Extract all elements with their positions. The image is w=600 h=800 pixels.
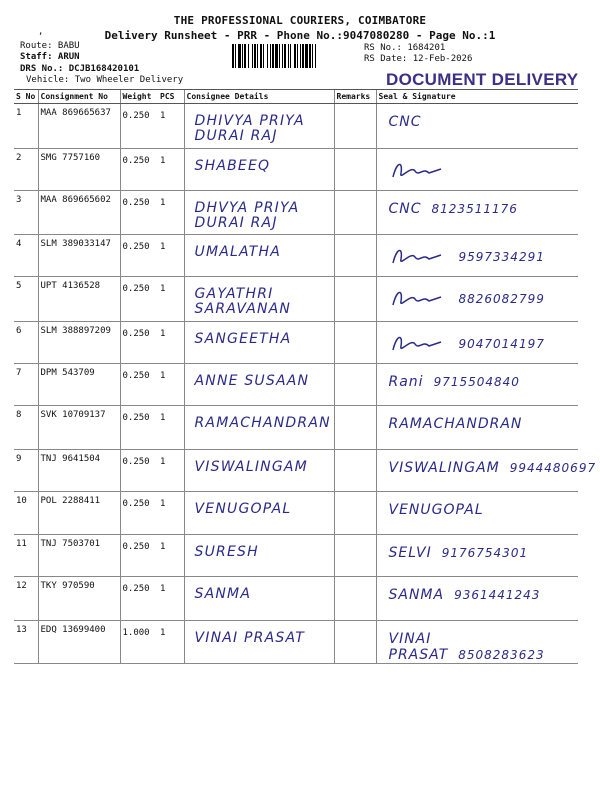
signature-text: CNC [388, 201, 422, 217]
signature-text: VENUGOPAL [388, 502, 484, 518]
weight-value: 0.250 [122, 499, 150, 509]
signature-block [379, 201, 577, 217]
col-consignee: Consignee Details [184, 90, 334, 104]
consignee-name: SANGEETHA [194, 331, 292, 347]
weight-value: 1.000 [122, 628, 150, 638]
consignment-number: MAA 869665602 [40, 195, 111, 205]
document-delivery-stamp: DOCUMENT DELIVERY [386, 70, 579, 89]
consignee-name: RAMACHANDRAN [194, 415, 331, 431]
serial-number: 6 [16, 326, 22, 336]
table-row [14, 450, 578, 492]
vehicle-label: Vehicle: Two Wheeler Delivery [26, 75, 184, 85]
serial-number: 8 [16, 410, 22, 420]
handwritten-signature [389, 336, 449, 352]
weight-value: 0.250 [122, 413, 150, 423]
receiver-phone: 9715504840 [433, 375, 520, 389]
weight-value: 0.250 [122, 156, 150, 166]
weight-value: 0.250 [122, 584, 150, 594]
col-pcs: PCS [158, 90, 184, 104]
serial-number: 7 [16, 368, 22, 378]
table-header-row [14, 90, 578, 104]
table-row [14, 235, 578, 277]
consignee-name: VENUGOPAL [194, 501, 292, 517]
serial-number: 2 [16, 153, 22, 163]
handwritten-signature [389, 249, 449, 265]
table-row [14, 149, 578, 191]
receiver-phone: 9597334291 [458, 250, 545, 264]
table-row [14, 577, 578, 621]
weight-value: 0.250 [122, 329, 150, 339]
weight-value: 0.250 [122, 284, 150, 294]
consignment-number: SVK 10709137 [40, 410, 106, 420]
col-signature: Seal & Signature [376, 90, 578, 104]
consignment-number: POL 2288411 [40, 496, 101, 506]
signature-text: VISWALINGAM [388, 460, 500, 476]
serial-number: 5 [16, 281, 22, 291]
table-row [14, 191, 578, 235]
signature-text: Rani [388, 374, 424, 390]
rs-number: RS No.: 1684201 [364, 43, 446, 53]
serial-number: 13 [16, 625, 27, 635]
signature-block [379, 460, 597, 476]
consignee-name: GAYATHRI SARAVANAN [194, 286, 292, 317]
route-label: Route: BABU [20, 41, 80, 51]
consignee-name: DHIVYA PRIYA DURAI RAJ [194, 113, 305, 144]
serial-number: 12 [16, 581, 27, 591]
pcs-value: 1 [160, 242, 166, 252]
signature-block [379, 416, 577, 432]
consignment-number: SMG 7757160 [40, 153, 101, 163]
serial-number: 9 [16, 454, 22, 464]
signature-block [379, 374, 577, 390]
consignment-number: DPM 543709 [40, 368, 95, 378]
table-row [14, 322, 578, 364]
table-row [14, 364, 578, 406]
serial-number: 4 [16, 239, 22, 249]
serial-number: 1 [16, 108, 22, 118]
consignee-name: UMALATHA [194, 244, 282, 260]
table-row [14, 621, 578, 664]
signature-block [379, 332, 577, 356]
weight-value: 0.250 [122, 242, 150, 252]
receiver-phone: 9361441243 [454, 588, 541, 602]
runsheet-subtitle: Delivery Runsheet - PRR - Phone No.:9047080280 - Page No.:1 [104, 29, 496, 42]
weight-value: 0.250 [122, 542, 150, 552]
drs-number: DRS No.: DCJB168420101 [20, 64, 140, 74]
document-title: THE PROFESSIONAL COURIERS, COIMBATORE [173, 14, 427, 27]
col-sno: S No [14, 90, 38, 104]
pcs-value: 1 [160, 198, 166, 208]
receiver-phone: 8123511176 [431, 202, 518, 216]
receiver-phone: 9944480697 [509, 461, 597, 475]
rs-date: RS Date: 12-Feb-2026 [364, 54, 473, 64]
handwritten-signature [389, 163, 449, 179]
signature-block [379, 245, 577, 269]
consignee-name: SHABEEQ [194, 158, 271, 174]
pcs-value: 1 [160, 329, 166, 339]
pcs-value: 1 [160, 628, 166, 638]
consignee-name: SANMA [194, 586, 252, 602]
signature-block [379, 545, 577, 561]
consignment-number: TNJ 7503701 [40, 539, 101, 549]
barcode [232, 44, 360, 68]
col-remarks: Remarks [334, 90, 376, 104]
consignee-name: SURESH [194, 544, 259, 560]
signature-block [379, 114, 577, 130]
consignee-name: DHVYA PRIYA DURAI RAJ [194, 200, 300, 231]
signature-text: SANMA [388, 587, 445, 603]
weight-value: 0.250 [122, 457, 150, 467]
consignee-name: VISWALINGAM [194, 459, 308, 475]
handwritten-signature [389, 291, 449, 307]
pcs-value: 1 [160, 499, 166, 509]
receiver-phone: 9047014197 [458, 337, 545, 351]
weight-value: 0.250 [122, 198, 150, 208]
pcs-value: 1 [160, 542, 166, 552]
col-consignment: Consignment No [38, 90, 120, 104]
pcs-value: 1 [160, 284, 166, 294]
consignment-number: SLM 389033147 [40, 239, 111, 249]
pcs-value: 1 [160, 457, 166, 467]
table-row [14, 406, 578, 450]
consignment-number: MAA 869665637 [40, 108, 111, 118]
signature-text: SELVI [388, 545, 432, 561]
pcs-value: 1 [160, 111, 166, 121]
receiver-phone: 9176754301 [441, 546, 529, 560]
signature-block [379, 631, 577, 663]
consignment-number: SLM 388897209 [40, 326, 111, 336]
receiver-phone: 8826082799 [458, 292, 545, 306]
table-row [14, 104, 578, 149]
signature-text: RAMACHANDRAN [388, 416, 523, 432]
receiver-phone: 8508283623 [458, 648, 545, 662]
table-row [14, 277, 578, 322]
signature-block [379, 502, 577, 518]
signature-block [379, 587, 577, 603]
signature-block [379, 287, 577, 311]
runsheet-table [14, 89, 597, 664]
signature-text: VINAI PRASAT [388, 631, 449, 663]
serial-number: 3 [16, 195, 22, 205]
consignment-number: UPT 4136528 [40, 281, 101, 291]
col-weight: Weight [120, 90, 158, 104]
weight-value: 0.250 [122, 371, 150, 381]
weight-value: 0.250 [122, 111, 150, 121]
consignment-number: TKY 970590 [40, 581, 95, 591]
consignee-name: VINAI PRASAT [194, 630, 305, 646]
serial-number: 11 [16, 539, 27, 549]
consignment-number: TNJ 9641504 [40, 454, 101, 464]
pcs-value: 1 [160, 584, 166, 594]
consignee-name: ANNE SUSAAN [194, 373, 310, 389]
signature-text: CNC [388, 114, 422, 130]
table-row [14, 535, 578, 577]
staff-label: Staff: ARUN [20, 52, 80, 62]
serial-number: 10 [16, 496, 27, 506]
pcs-value: 1 [160, 371, 166, 381]
consignment-number: EDQ 13699400 [40, 625, 106, 635]
pcs-value: 1 [160, 156, 166, 166]
pcs-value: 1 [160, 413, 166, 423]
table-row [14, 492, 578, 535]
signature-block [379, 159, 577, 183]
